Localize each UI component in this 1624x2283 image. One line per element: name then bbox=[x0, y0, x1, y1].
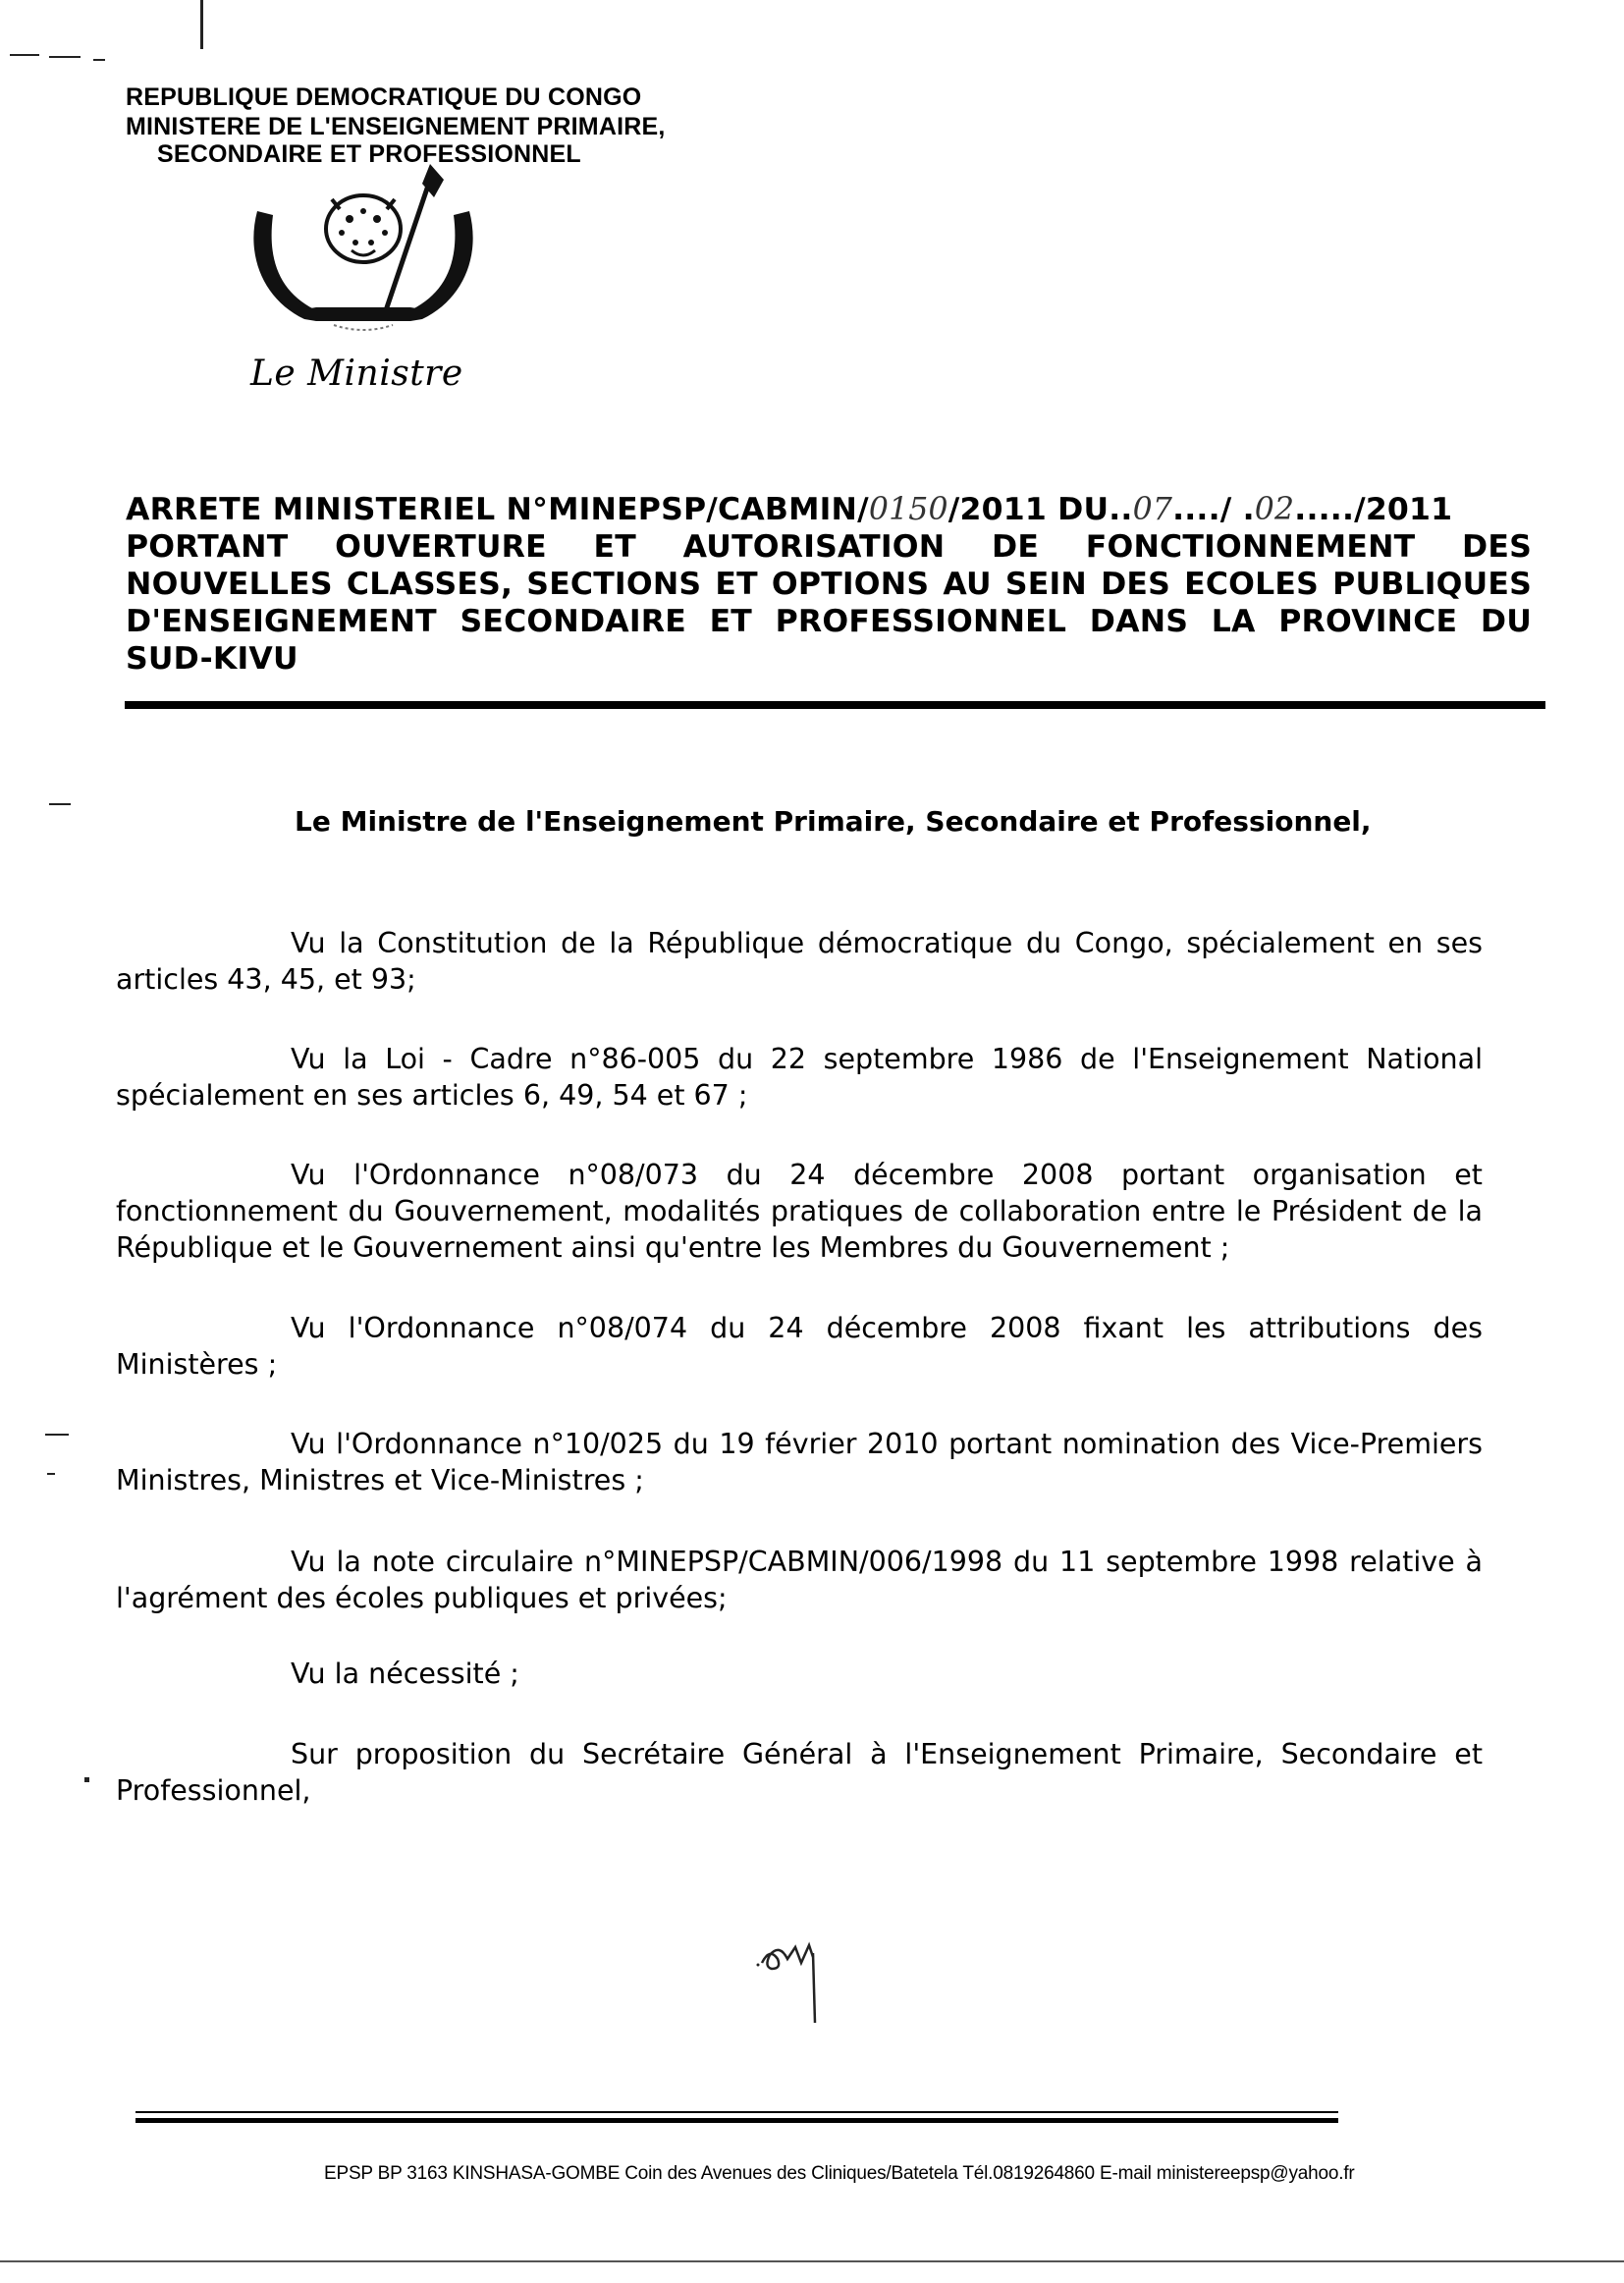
recital-ordonnance-10-025: Vu l'Ordonnance n°10/025 du 19 février 2010 portant nomination des Vice-Premiers Ministres, Ministres et Vice-Ministres ; bbox=[116, 1428, 1483, 1496]
recital-ordonnance-08-074: Vu l'Ordonnance n°08/074 du 24 décembre 2008 fixant les attributions des Ministères ; bbox=[116, 1312, 1483, 1381]
recital-necessite: Vu la nécessité ; bbox=[291, 1658, 519, 1690]
footer-rule-thick bbox=[135, 2118, 1338, 2123]
scan-mark bbox=[84, 1777, 89, 1782]
coat-of-arms-emblem bbox=[236, 162, 491, 358]
recital-proposition: Sur proposition du Secrétaire Général à l'Enseignement Primaire, Secondaire et Professionnel, bbox=[116, 1738, 1483, 1807]
scan-mark bbox=[200, 0, 203, 49]
recital-ordonnance-08-073: Vu l'Ordonnance n°08/073 du 24 décembre 2008 portant organisation et fonctionnement du Gouvernement, modalités pratiques de collaboration entre le Président de la République et le Gouvernement ainsi qu'entre les Membres du Gouvernement ; bbox=[116, 1159, 1483, 1264]
footer-contact: EPSP BP 3163 KINSHASA-GOMBE Coin des Avenues des Cliniques/Batetela Tél.0819264860 E-mail ministereepsp@yahoo.fr bbox=[324, 2163, 1355, 2184]
title-year-du: /2011 DU.. bbox=[947, 492, 1133, 527]
handwritten-month: 02 bbox=[1254, 492, 1295, 527]
scan-mark bbox=[49, 803, 71, 805]
initials-paraphe bbox=[756, 1930, 835, 2028]
minister-heading: Le Ministre de l'Enseignement Primaire, Secondaire et Professionnel, bbox=[295, 805, 1372, 838]
scan-mark bbox=[47, 1473, 55, 1475]
handwritten-decree-number: 0150 bbox=[868, 492, 948, 527]
header-ministry-line1: MINISTERE DE L'ENSEIGNEMENT PRIMAIRE, bbox=[126, 113, 666, 140]
signatory-title: Le Ministre bbox=[250, 353, 463, 394]
title-subject: PORTANT OUVERTURE ET AUTORISATION DE FONCTIONNEMENT DES NOUVELLES CLASSES, SECTIONS ET OPTIONS AU SEIN DES ECOLES PUBLIQUES D'ENSEIGNEMENT SECONDAIRE ET PROFESSIONNEL DANS LA PROVINCE DU SUD-KIVU bbox=[126, 529, 1532, 677]
scan-mark bbox=[45, 1434, 69, 1436]
title-reference: ARRETE MINISTERIEL N°MINEPSP/CABMIN/ bbox=[126, 492, 869, 527]
decree-title bbox=[126, 491, 1532, 678]
title-rule bbox=[125, 701, 1545, 709]
scan-mark bbox=[49, 56, 81, 58]
header-ministry-line2: SECONDAIRE ET PROFESSIONNEL bbox=[157, 140, 581, 168]
scan-bottom-edge bbox=[0, 2260, 1624, 2262]
recital-constitution: Vu la Constitution de la République démocratique du Congo, spécialement en ses articles 43, 45, et 93; bbox=[116, 927, 1483, 996]
title-year: ...../2011 bbox=[1294, 492, 1453, 527]
footer-rule-thin bbox=[135, 2111, 1338, 2113]
scan-mark bbox=[10, 54, 39, 56]
recital-note-circulaire: Vu la note circulaire n°MINEPSP/CABMIN/006/1998 du 11 septembre 1998 relative à l'agrément des écoles publiques et privées; bbox=[116, 1546, 1483, 1614]
title-sep: ..../ . bbox=[1172, 492, 1255, 527]
scan-mark bbox=[93, 59, 105, 61]
recital-loi-cadre: Vu la Loi - Cadre n°86-005 du 22 septembre 1986 de l'Enseignement National spécialement en ses articles 6, 49, 54 et 67 ; bbox=[116, 1043, 1483, 1112]
header-country: REPUBLIQUE DEMOCRATIQUE DU CONGO bbox=[126, 83, 642, 111]
handwritten-day: 07 bbox=[1132, 492, 1173, 527]
